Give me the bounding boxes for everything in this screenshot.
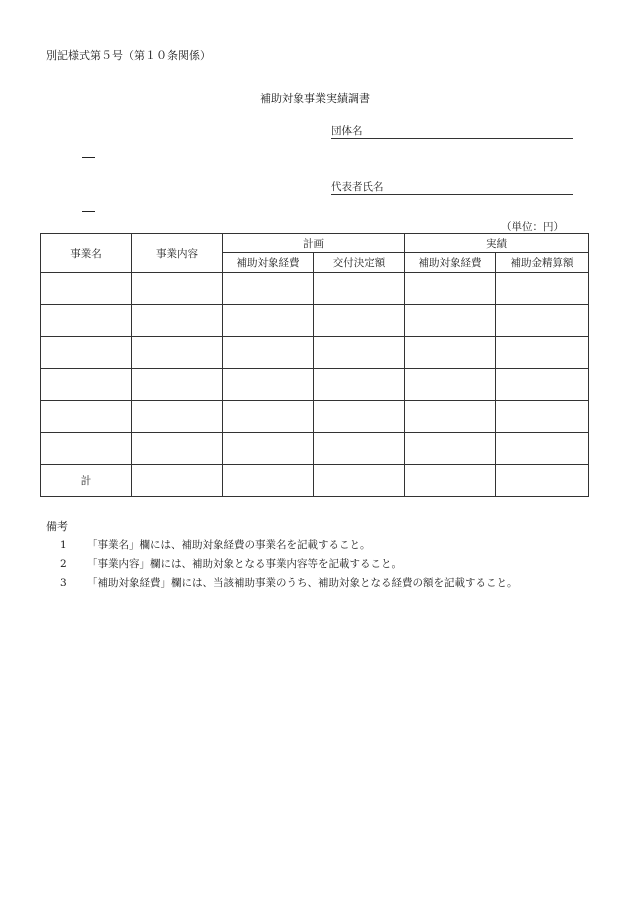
table-cell[interactable]	[223, 401, 314, 433]
note-text: 「事業名」欄には、補助対象経費の事業名を記載すること。	[87, 539, 371, 551]
table-cell[interactable]	[223, 369, 314, 401]
table-cell[interactable]	[496, 305, 589, 337]
table-cell[interactable]	[314, 465, 405, 497]
table-cell[interactable]	[223, 433, 314, 465]
header-business-name: 事業名	[41, 234, 132, 273]
dash-mark	[82, 211, 95, 212]
table-cell[interactable]	[496, 401, 589, 433]
table-cell[interactable]	[41, 337, 132, 369]
table-cell[interactable]	[405, 401, 496, 433]
table-row	[41, 401, 589, 433]
unit-note: （単位：円）	[501, 221, 564, 233]
table-cell[interactable]	[41, 369, 132, 401]
note-text: 「補助対象経費」欄には、当該補助事業のうち、補助対象となる経費の額を記載すること。	[87, 577, 518, 589]
table-cell[interactable]	[314, 273, 405, 305]
table-cell[interactable]	[405, 369, 496, 401]
table-cell[interactable]	[41, 273, 132, 305]
header-actual: 実績	[405, 234, 589, 253]
table-cell[interactable]	[405, 273, 496, 305]
table-cell[interactable]	[132, 305, 223, 337]
note-item	[60, 537, 371, 552]
table-cell[interactable]	[314, 433, 405, 465]
table-cell[interactable]	[496, 369, 589, 401]
table-cell[interactable]	[405, 337, 496, 369]
table-row	[41, 433, 589, 465]
note-number: 2	[60, 558, 67, 570]
table-row	[41, 305, 589, 337]
table-cell[interactable]	[223, 273, 314, 305]
table-cell[interactable]	[405, 305, 496, 337]
table-cell[interactable]	[314, 337, 405, 369]
table-row	[41, 337, 589, 369]
table-cell[interactable]	[223, 465, 314, 497]
table-cell[interactable]	[223, 337, 314, 369]
notes-heading: 備考	[46, 520, 68, 533]
table-cell[interactable]	[223, 305, 314, 337]
representative-name-label: 代表者氏名	[331, 181, 384, 193]
table-cell[interactable]	[496, 273, 589, 305]
total-label: 計	[41, 465, 132, 497]
header-plan-subsidy-cost: 補助対象経費	[223, 253, 314, 273]
table-row	[41, 273, 589, 305]
header-business-content: 事業内容	[132, 234, 223, 273]
table-cell[interactable]	[132, 273, 223, 305]
total-row	[41, 465, 589, 497]
results-table	[40, 233, 589, 497]
table-cell[interactable]	[496, 433, 589, 465]
table-cell[interactable]	[314, 305, 405, 337]
table-cell[interactable]	[41, 433, 132, 465]
table-cell[interactable]	[132, 401, 223, 433]
representative-name-field[interactable]	[331, 180, 573, 195]
table-cell[interactable]	[132, 337, 223, 369]
organization-name-field[interactable]	[331, 124, 573, 139]
header-actual-subsidy-cost: 補助対象経費	[405, 253, 496, 273]
note-item	[60, 556, 402, 571]
dash-mark	[82, 157, 95, 158]
form-number: 別記様式第５号（第１０条関係）	[46, 49, 211, 62]
table-cell[interactable]	[41, 401, 132, 433]
table-cell[interactable]	[132, 369, 223, 401]
note-number: 3	[60, 577, 67, 589]
document-title: 補助対象事業実績調書	[260, 92, 370, 105]
table-cell[interactable]	[405, 433, 496, 465]
table-cell[interactable]	[496, 465, 589, 497]
table-row	[41, 369, 589, 401]
header-plan-grant-amount: 交付決定額	[314, 253, 405, 273]
table-cell[interactable]	[314, 401, 405, 433]
note-text: 「事業内容」欄には、補助対象となる事業内容等を記載すること。	[87, 558, 402, 570]
table-cell[interactable]	[496, 337, 589, 369]
note-item	[60, 575, 518, 590]
table-cell[interactable]	[405, 465, 496, 497]
organization-name-label: 団体名	[331, 125, 363, 137]
header-plan: 計画	[223, 234, 405, 253]
header-actual-settlement: 補助金精算額	[496, 253, 589, 273]
note-number: 1	[60, 539, 67, 551]
table-cell[interactable]	[132, 433, 223, 465]
table-cell[interactable]	[314, 369, 405, 401]
table-cell[interactable]	[132, 465, 223, 497]
table-cell[interactable]	[41, 305, 132, 337]
